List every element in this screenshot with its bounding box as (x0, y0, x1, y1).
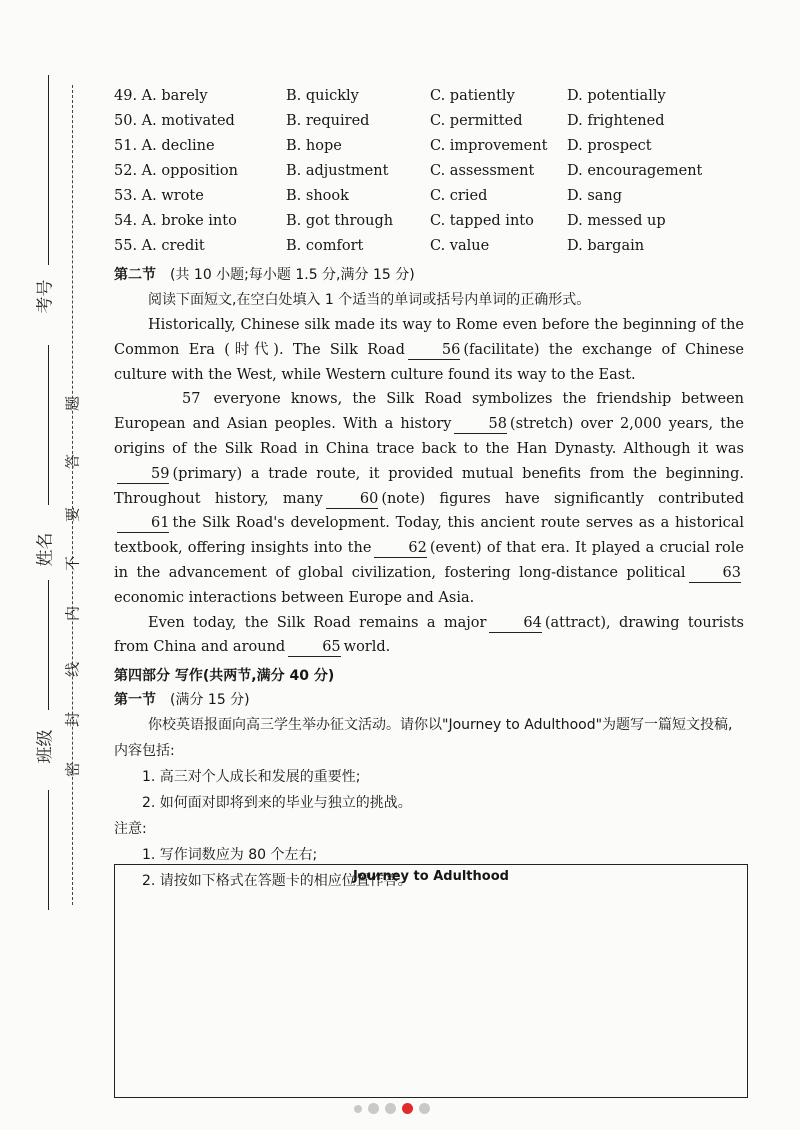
passage-text: (facilitate) the exchange of Chinese culture with the West, while Western culture found its way to the East. (114, 341, 744, 383)
passage-text: world. (343, 639, 391, 656)
option-row (114, 213, 744, 238)
name-label: 姓名 (35, 532, 56, 567)
passage-text: (event) of that era. It played a crucial role in the advancement of global civilization, fostering long-distance political (114, 540, 744, 581)
passage-text: everyone knows, the Silk Road symbolizes the friendship between European and Asian peoples. With a history (114, 391, 744, 433)
option-c: C. patiently (430, 88, 515, 104)
option-d: D. prospect (567, 138, 652, 154)
option-a: 50. A. motivated (114, 113, 235, 129)
section2-heading (114, 263, 744, 287)
blank-58: 58 (454, 416, 506, 434)
page-dot[interactable] (419, 1103, 430, 1114)
option-c: C. tapped into (430, 213, 534, 229)
option-a: 52. A. opposition (114, 163, 238, 179)
blank-61: 61 (117, 515, 169, 533)
option-c: C. value (430, 238, 490, 254)
option-b: B. shook (286, 188, 349, 204)
seal-char: 答 (63, 454, 82, 470)
part4-title: 第四部分 写作(共两节,满分 40 分) (114, 668, 335, 685)
option-d: D. encouragement (567, 163, 703, 179)
option-a: 49. A. barely (114, 88, 208, 104)
page-dot[interactable] (354, 1105, 362, 1113)
option-b: B. comfort (286, 238, 364, 254)
part4-section1-title: 第一节 (114, 692, 156, 709)
margin-line (48, 75, 49, 265)
passage-text: (note) figures have significantly contributed (381, 490, 744, 507)
option-c: C. assessment (430, 163, 535, 179)
option-a: 54. A. broke into (114, 213, 237, 229)
section2-title: 第二节 (114, 267, 156, 283)
exam-content (114, 88, 744, 894)
option-a: 53. A. wrote (114, 188, 204, 204)
page-dot-active[interactable] (402, 1103, 413, 1114)
passage-paragraph-1 (114, 313, 744, 387)
answer-box-title: Journey to Adulthood (353, 869, 509, 884)
note-label: 注意: (114, 821, 147, 838)
option-b: B. quickly (286, 88, 359, 104)
blank-60: 60 (326, 491, 378, 509)
option-a: 51. A. decline (114, 138, 215, 154)
passage-text: (primary) a trade route, it provided mutual benefits from the beginning. Throughout history, many (114, 465, 744, 507)
page-dot[interactable] (368, 1103, 379, 1114)
seat-label: 考号 (35, 279, 56, 314)
seal-char: 线 (63, 662, 82, 678)
blank-57: 57 (182, 391, 201, 408)
page-dot[interactable] (385, 1103, 396, 1114)
option-d: D. frightened (567, 113, 665, 129)
passage-paragraph-3 (114, 611, 744, 661)
option-row (114, 113, 744, 138)
option-row (114, 238, 744, 263)
option-b: B. hope (286, 138, 342, 154)
passage-text: Even today, the Silk Road remains a major (148, 614, 487, 631)
writing-prompt: 你校英语报面向高三学生举办征文活动。请你以"Journey to Adulthood"为题写一篇短文投稿,内容包括: (114, 717, 733, 760)
seal-char: 题 (63, 396, 82, 412)
blank-56: 56 (408, 342, 460, 360)
binding-margin (0, 0, 110, 1130)
margin-line (48, 580, 49, 710)
answer-box (114, 864, 748, 1098)
part4-section1-heading (114, 688, 744, 712)
option-c: C. improvement (430, 138, 548, 154)
seal-char: 要 (63, 507, 82, 523)
option-b: B. adjustment (286, 163, 389, 179)
passage-text: the Silk Road's development. Today, this ancient route serves as a historical textbook, offering insights into the (114, 515, 744, 557)
passage-text: Historically, Chinese silk made its way to Rome even before the beginning of the Common Era (时代). The Silk Road (114, 317, 744, 358)
option-d: D. bargain (567, 238, 645, 254)
option-row (114, 188, 744, 213)
blank-64: 64 (489, 615, 541, 633)
passage-paragraph-2 (114, 387, 744, 610)
passage-text: (stretch) over 2,000 years, the origins of the Silk Road in China trace back to the Han Dynasty. Although it was (114, 416, 744, 457)
page-indicator (354, 1103, 430, 1114)
blank-59: 59 (117, 466, 169, 484)
seal-char: 封 (63, 712, 82, 728)
option-c: C. cried (430, 188, 488, 204)
class-label: 班级 (35, 729, 56, 764)
option-d: D. potentially (567, 88, 666, 104)
section2-subtitle: (共 10 小题;每小题 1.5 分,满分 15 分) (170, 267, 415, 283)
margin-line (48, 790, 49, 910)
seal-dashed-line (72, 85, 73, 905)
option-row (114, 88, 744, 113)
passage-text: economic interactions between Europe and Asia. (114, 589, 475, 606)
writing-item-2: 2. 如何面对即将到来的毕业与独立的挑战。 (142, 795, 412, 812)
blank-63: 63 (689, 565, 741, 583)
seal-char: 内 (63, 606, 82, 622)
seal-char: 不 (63, 556, 82, 572)
margin-line (48, 345, 49, 505)
option-d: D. sang (567, 188, 623, 204)
passage-text: (attract), drawing tourists from China and around (114, 614, 745, 656)
note-item-2: 2. 请按如下格式在答题卡的相应位置作答。 (142, 873, 412, 890)
option-d: D. messed up (567, 213, 666, 229)
note-item-1: 1. 写作词数应为 80 个左右; (142, 847, 318, 864)
seal-char: 密 (63, 762, 82, 778)
option-b: B. required (286, 113, 370, 129)
part4-section1-subtitle: (满分 15 分) (170, 692, 250, 709)
writing-item-1: 1. 高三对个人成长和发展的重要性; (142, 769, 361, 786)
option-row (114, 163, 744, 188)
option-b: B. got through (286, 213, 394, 229)
option-row (114, 138, 744, 163)
blank-62: 62 (374, 540, 426, 558)
option-c: C. permitted (430, 113, 523, 129)
option-table (114, 88, 744, 263)
blank-65: 65 (288, 639, 340, 657)
option-a: 55. A. credit (114, 238, 205, 254)
section2-instruction: 阅读下面短文,在空白处填入 1 个适当的单词或括号内单词的正确形式。 (148, 292, 591, 308)
